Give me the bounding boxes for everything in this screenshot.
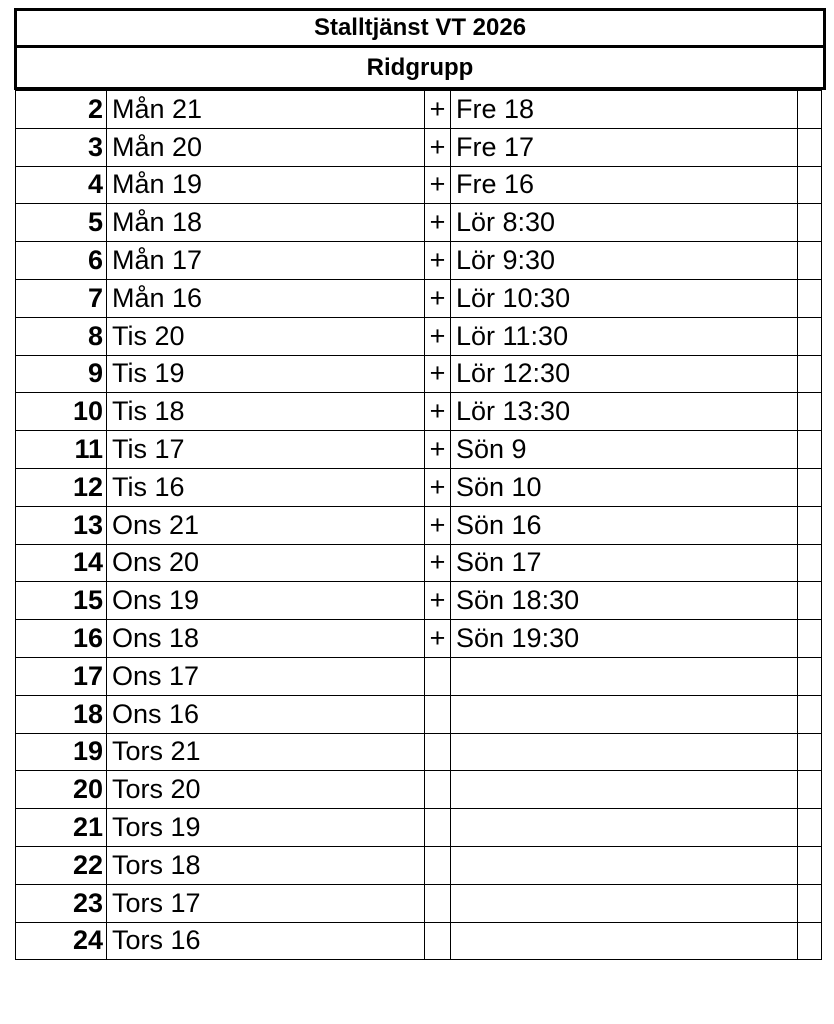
plus-cell[interactable]: + xyxy=(425,544,451,582)
extra-slot-cell[interactable]: Lör 13:30 xyxy=(451,393,798,431)
row-number-cell[interactable]: 10 xyxy=(16,393,107,431)
extra-slot-cell[interactable]: Lör 11:30 xyxy=(451,317,798,355)
schedule-table-body xyxy=(16,91,822,960)
row-number-cell[interactable]: 14 xyxy=(16,544,107,582)
empty-cell[interactable] xyxy=(798,355,822,393)
empty-cell[interactable] xyxy=(798,620,822,658)
row-number-cell[interactable]: 5 xyxy=(16,204,107,242)
table-row xyxy=(16,128,822,166)
extra-slot-cell[interactable] xyxy=(451,771,798,809)
table-row xyxy=(16,91,822,129)
plus-cell[interactable]: + xyxy=(425,506,451,544)
empty-cell[interactable] xyxy=(798,922,822,960)
time-slot-cell[interactable]: Tors 21 xyxy=(107,733,425,771)
table-row xyxy=(16,355,822,393)
plus-cell[interactable]: + xyxy=(425,393,451,431)
plus-cell[interactable] xyxy=(425,809,451,847)
empty-cell[interactable] xyxy=(798,695,822,733)
table-row xyxy=(16,620,822,658)
time-slot-cell[interactable]: Mån 21 xyxy=(107,91,425,129)
table-row xyxy=(16,431,822,469)
row-number-cell[interactable]: 15 xyxy=(16,582,107,620)
table-row xyxy=(16,884,822,922)
row-number-cell[interactable]: 4 xyxy=(16,166,107,204)
row-number-cell[interactable]: 18 xyxy=(16,695,107,733)
plus-cell[interactable]: + xyxy=(425,355,451,393)
extra-slot-cell[interactable] xyxy=(451,695,798,733)
row-number-cell[interactable]: 9 xyxy=(16,355,107,393)
time-slot-cell[interactable]: Mån 17 xyxy=(107,242,425,280)
table-row xyxy=(16,809,822,847)
plus-cell[interactable]: + xyxy=(425,317,451,355)
plus-cell[interactable] xyxy=(425,846,451,884)
time-slot-cell[interactable]: Ons 18 xyxy=(107,620,425,658)
row-number-cell[interactable]: 11 xyxy=(16,431,107,469)
extra-slot-cell[interactable]: Fre 18 xyxy=(451,91,798,129)
empty-cell[interactable] xyxy=(798,809,822,847)
extra-slot-cell[interactable]: Fre 16 xyxy=(451,166,798,204)
schedule-sheet xyxy=(14,8,826,960)
empty-cell[interactable] xyxy=(798,846,822,884)
sheet-title: Stalltjänst VT 2026 xyxy=(14,8,826,48)
plus-cell[interactable] xyxy=(425,884,451,922)
time-slot-cell[interactable]: Ons 20 xyxy=(107,544,425,582)
row-number-cell[interactable]: 24 xyxy=(16,922,107,960)
schedule-table xyxy=(15,90,822,960)
extra-slot-cell[interactable]: Sön 17 xyxy=(451,544,798,582)
table-row xyxy=(16,544,822,582)
extra-slot-cell[interactable]: Lör 12:30 xyxy=(451,355,798,393)
plus-cell[interactable]: + xyxy=(425,582,451,620)
table-row xyxy=(16,279,822,317)
row-number-cell[interactable]: 12 xyxy=(16,468,107,506)
empty-cell[interactable] xyxy=(798,317,822,355)
plus-cell[interactable] xyxy=(425,922,451,960)
extra-slot-cell[interactable] xyxy=(451,733,798,771)
empty-cell[interactable] xyxy=(798,468,822,506)
row-number-cell[interactable]: 6 xyxy=(16,242,107,280)
row-number-cell[interactable]: 2 xyxy=(16,91,107,129)
extra-slot-cell[interactable]: Sön 16 xyxy=(451,506,798,544)
extra-slot-cell[interactable]: Sön 18:30 xyxy=(451,582,798,620)
extra-slot-cell[interactable] xyxy=(451,809,798,847)
empty-cell[interactable] xyxy=(798,657,822,695)
table-row xyxy=(16,506,822,544)
empty-cell[interactable] xyxy=(798,771,822,809)
time-slot-cell[interactable]: Tis 19 xyxy=(107,355,425,393)
sheet-subtitle: Ridgrupp xyxy=(14,48,826,90)
row-number-cell[interactable]: 16 xyxy=(16,620,107,658)
table-row xyxy=(16,242,822,280)
extra-slot-cell[interactable] xyxy=(451,657,798,695)
empty-cell[interactable] xyxy=(798,279,822,317)
row-number-cell[interactable]: 21 xyxy=(16,809,107,847)
plus-cell[interactable] xyxy=(425,771,451,809)
row-number-cell[interactable]: 7 xyxy=(16,279,107,317)
time-slot-cell[interactable]: Tis 16 xyxy=(107,468,425,506)
table-row xyxy=(16,922,822,960)
plus-cell[interactable]: + xyxy=(425,91,451,129)
plus-cell[interactable]: + xyxy=(425,279,451,317)
table-row xyxy=(16,695,822,733)
time-slot-cell[interactable]: Ons 17 xyxy=(107,657,425,695)
row-number-cell[interactable]: 20 xyxy=(16,771,107,809)
extra-slot-cell[interactable]: Lör 9:30 xyxy=(451,242,798,280)
empty-cell[interactable] xyxy=(798,884,822,922)
time-slot-cell[interactable]: Ons 16 xyxy=(107,695,425,733)
table-row xyxy=(16,393,822,431)
plus-cell[interactable]: + xyxy=(425,166,451,204)
time-slot-cell[interactable]: Tors 19 xyxy=(107,809,425,847)
table-row xyxy=(16,468,822,506)
plus-cell[interactable] xyxy=(425,695,451,733)
plus-cell[interactable]: + xyxy=(425,204,451,242)
empty-cell[interactable] xyxy=(798,242,822,280)
time-slot-cell[interactable]: Mån 20 xyxy=(107,128,425,166)
empty-cell[interactable] xyxy=(798,582,822,620)
empty-cell[interactable] xyxy=(798,91,822,129)
table-row xyxy=(16,582,822,620)
time-slot-cell[interactable]: Mån 18 xyxy=(107,204,425,242)
time-slot-cell[interactable]: Tors 18 xyxy=(107,846,425,884)
empty-cell[interactable] xyxy=(798,128,822,166)
plus-cell[interactable]: + xyxy=(425,431,451,469)
row-number-cell[interactable]: 23 xyxy=(16,884,107,922)
row-number-cell[interactable]: 22 xyxy=(16,846,107,884)
plus-cell[interactable]: + xyxy=(425,468,451,506)
time-slot-cell[interactable]: Mån 16 xyxy=(107,279,425,317)
plus-cell[interactable] xyxy=(425,657,451,695)
extra-slot-cell[interactable]: Sön 10 xyxy=(451,468,798,506)
time-slot-cell[interactable]: Tis 18 xyxy=(107,393,425,431)
extra-slot-cell[interactable] xyxy=(451,922,798,960)
extra-slot-cell[interactable]: Lör 10:30 xyxy=(451,279,798,317)
empty-cell[interactable] xyxy=(798,506,822,544)
table-row xyxy=(16,204,822,242)
extra-slot-cell[interactable]: Fre 17 xyxy=(451,128,798,166)
row-number-cell[interactable]: 3 xyxy=(16,128,107,166)
time-slot-cell[interactable]: Tors 17 xyxy=(107,884,425,922)
plus-cell[interactable] xyxy=(425,733,451,771)
table-row xyxy=(16,166,822,204)
table-row xyxy=(16,733,822,771)
empty-cell[interactable] xyxy=(798,204,822,242)
empty-cell[interactable] xyxy=(798,733,822,771)
plus-cell[interactable]: + xyxy=(425,242,451,280)
time-slot-cell[interactable]: Tis 17 xyxy=(107,431,425,469)
empty-cell[interactable] xyxy=(798,431,822,469)
row-number-cell[interactable]: 17 xyxy=(16,657,107,695)
table-row xyxy=(16,846,822,884)
empty-cell[interactable] xyxy=(798,544,822,582)
time-slot-cell[interactable]: Ons 19 xyxy=(107,582,425,620)
table-row xyxy=(16,317,822,355)
row-number-cell[interactable]: 19 xyxy=(16,733,107,771)
empty-cell[interactable] xyxy=(798,393,822,431)
extra-slot-cell[interactable]: Lör 8:30 xyxy=(451,204,798,242)
table-row xyxy=(16,657,822,695)
time-slot-cell[interactable]: Tis 20 xyxy=(107,317,425,355)
time-slot-cell[interactable]: Tors 16 xyxy=(107,922,425,960)
plus-cell[interactable]: + xyxy=(425,128,451,166)
row-number-cell[interactable]: 13 xyxy=(16,506,107,544)
extra-slot-cell[interactable] xyxy=(451,846,798,884)
table-row xyxy=(16,771,822,809)
extra-slot-cell[interactable] xyxy=(451,884,798,922)
time-slot-cell[interactable]: Mån 19 xyxy=(107,166,425,204)
time-slot-cell[interactable]: Ons 21 xyxy=(107,506,425,544)
time-slot-cell[interactable]: Tors 20 xyxy=(107,771,425,809)
empty-cell[interactable] xyxy=(798,166,822,204)
extra-slot-cell[interactable]: Sön 19:30 xyxy=(451,620,798,658)
plus-cell[interactable]: + xyxy=(425,620,451,658)
row-number-cell[interactable]: 8 xyxy=(16,317,107,355)
extra-slot-cell[interactable]: Sön 9 xyxy=(451,431,798,469)
